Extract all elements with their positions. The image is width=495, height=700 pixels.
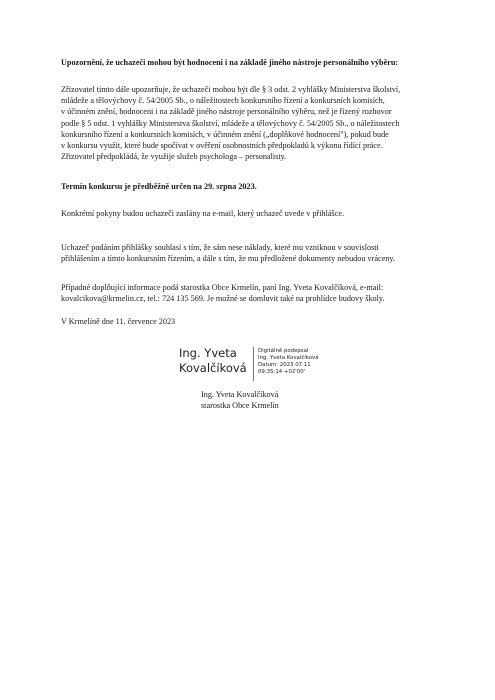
- paragraph-line: kovalcikova@krmelin.cz, tel.: 724 135 569. Je možné se domluvit také na prohlídce budovy školy.: [61, 294, 385, 304]
- signature-detail-line: Datum: 2023.07.11: [258, 362, 311, 368]
- signature-details: [258, 348, 333, 376]
- notice-paragraph-assessment: [61, 84, 435, 162]
- paragraph-line: mládeže a tělovýchovy č. 54/2005 Sb., o náležitostech konkursního řízení a konkursních komisích,: [61, 96, 385, 106]
- paragraph-line: v konkursu využit, které bude spočívat v ověření osobnostních předpokladů k výkonu řídící práce.: [61, 141, 383, 151]
- paragraph-line: konkursního řízení a konkursních komisích, v účinném znění („doplňkové hodnocení"), pokud bude: [61, 129, 389, 139]
- signer-title: starostka Obce Krmelín: [201, 401, 279, 411]
- paragraph-line: Případné doplňující informace podá starostka Obce Krmelín, paní Ing. Yveta Kovalčíková, e-mail:: [61, 283, 384, 292]
- signature-divider: [253, 347, 254, 381]
- paragraph-line: v účinném znění, hodnoceni i na základě jiného nástroje personálního výběru, než je řízený rozhovor: [61, 107, 392, 117]
- signature-name: [179, 346, 251, 375]
- place-and-date: V Krmelíně dne 11. července 2023: [61, 317, 176, 326]
- signer-block: [201, 389, 279, 411]
- consent-paragraph: [61, 242, 435, 264]
- paragraph-line: Zřizovatel tímto dále upozorňuje, že uchazeči mohou být dle § 3 odst. 2 vyhlášky Ministerstva školství,: [61, 85, 401, 94]
- digital-signature-stamp: [179, 343, 329, 387]
- signature-detail-line: 09:35:14 +02'00': [258, 369, 306, 375]
- paragraph-line: Uchazeč podáním přihlášky souhlasí s tím, že sám nese náklady, které mu vzniknou v souvislosti: [61, 243, 379, 252]
- instructions-paragraph: Konkrétní pokyny budou uchazeči zaslány na e-mail, který uchazeč uvede v přihlášce.: [61, 209, 345, 218]
- notice-heading: Upozornění, že uchazeči mohou být hodnoceni i na základě jiného nástroje personálního výběru:: [61, 58, 399, 67]
- signature-name-line: Ing. Yveta: [179, 346, 237, 360]
- competition-date: Termín konkursu je předběžně určen na 29. srpna 2023.: [61, 182, 257, 191]
- signature-detail-line: Digitálně podepsal: [258, 348, 309, 354]
- signature-name-line: Kovalčíková: [179, 360, 247, 375]
- signer-name: Ing. Yveta Kovalčíková: [201, 390, 279, 399]
- paragraph-line: přihlášením a tímto konkursním řízením, a dále s tím, že mu předložené dokumenty nebudou vráceny.: [61, 254, 395, 264]
- contact-paragraph: [61, 282, 435, 304]
- paragraph-line: podle § 5 odst. 1 vyhlášky Ministerstva školství, mládeže a tělovýchovy č. 54/2005 Sb., o náležitostech: [61, 118, 400, 128]
- signature-detail-line: Ing. Yveta Kovalčíková: [258, 355, 319, 361]
- paragraph-line: Zřizovatel předpokládá, že využije služeb psychologa – personalisty.: [61, 152, 287, 162]
